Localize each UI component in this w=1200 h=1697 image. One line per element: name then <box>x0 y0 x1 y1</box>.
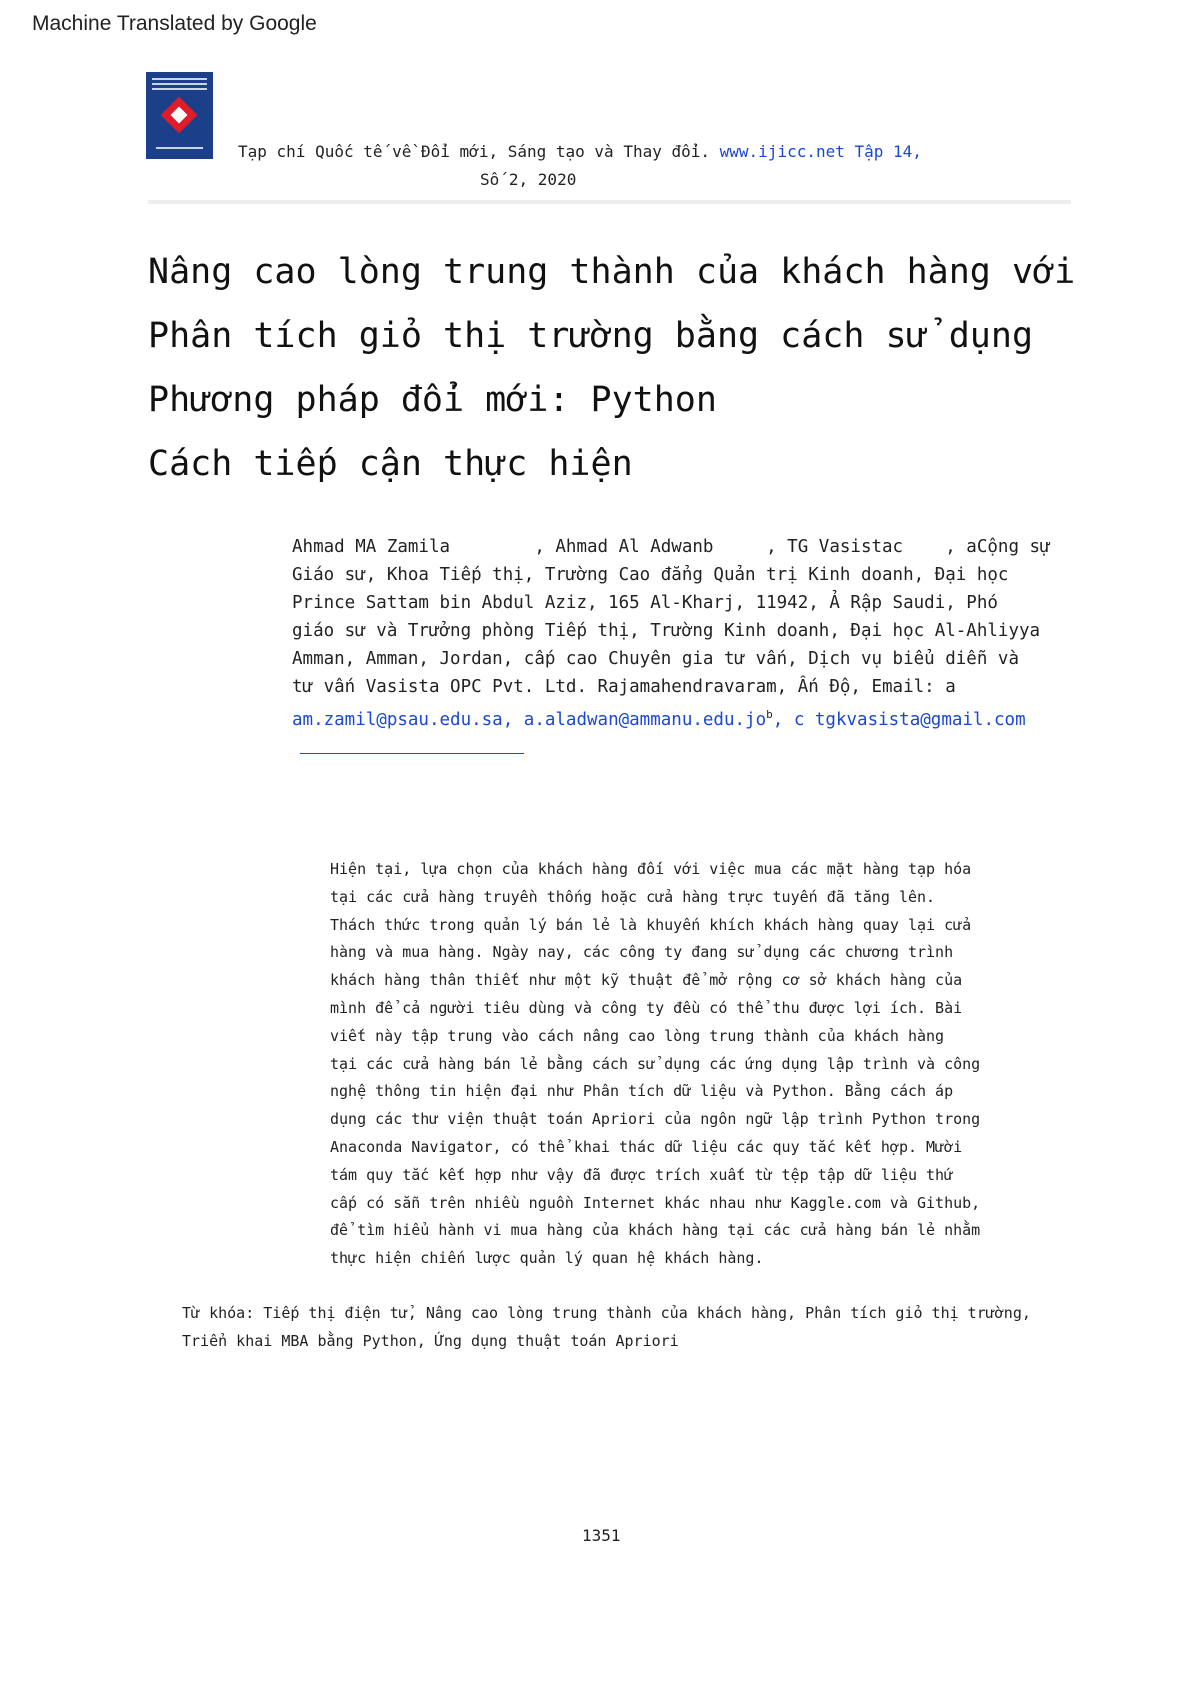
abstract-line: dụng các thư viện thuật toán Apriori của ngôn ngữ lập trình Python trong <box>330 1110 981 1129</box>
journal-citation <box>238 142 922 161</box>
abstract-line: để tìm hiểu hành vi mua hàng của khách hàng tại các cửa hàng bán lẻ nhằm <box>330 1221 981 1240</box>
affiliation-line: tư vấn Vasista OPC Pvt. Ltd. Rajamahendravaram, Ấn Độ, Email: a <box>292 677 956 697</box>
author-names: Ahmad MA Zamila , Ahmad Al Adwanb , TG Vasistac , aCộng sự <box>292 537 1051 557</box>
abstract <box>330 856 1060 1273</box>
email-superscript: b <box>766 708 773 721</box>
journal-cover-image <box>146 72 213 159</box>
abstract-line: mình để cả người tiêu dùng và công ty đều có thể thu được lợi ích. Bài <box>330 998 963 1017</box>
email-line <box>292 701 1082 729</box>
authors-affiliations <box>292 533 1082 729</box>
abstract-line: khách hàng thân thiết như một kỹ thuật để mở rộng cơ sở khách hàng của <box>330 971 963 990</box>
abstract-line: thực hiện chiến lược quản lý quan hệ khách hàng. <box>330 1249 764 1268</box>
keywords-line: Triển khai MBA bằng Python, Ứng dụng thuật toán Apriori <box>182 1331 679 1350</box>
abstract-line: Hiện tại, lựa chọn của khách hàng đối với việc mua các mặt hàng tạp hóa <box>330 860 972 878</box>
abstract-line: cấp có sẵn trên nhiều nguồn Internet khác nhau như Kaggle.com và Github, <box>330 1193 981 1212</box>
abstract-line: tại các cửa hàng truyền thống hoặc cửa hàng trực tuyến đã tăng lên. <box>330 887 936 906</box>
title-line: Phân tích giỏ thị trường bằng cách sử dụng <box>148 316 1034 356</box>
email-link[interactable]: am.zamil@psau.edu.sa, a.aladwan@ammanu.edu.jo <box>292 709 767 730</box>
abstract-line: tám quy tắc kết hợp như vậy đã được trích xuất từ tệp tập dữ liệu thứ <box>330 1165 954 1184</box>
title-line: Nâng cao lòng trung thành của khách hàng với <box>148 252 1076 292</box>
paper-title <box>148 240 1075 496</box>
header-divider <box>148 200 1071 204</box>
journal-link[interactable]: www.ijicc.net Tập 14, <box>719 142 922 161</box>
abstract-line: nghệ thông tin hiện đại như Phân tích dữ liệu và Python. Bằng cách áp <box>330 1082 954 1101</box>
abstract-line: Thách thức trong quản lý bán lẻ là khuyến khích khách hàng quay lại cửa <box>330 915 972 934</box>
abstract-line: viết này tập trung vào cách nâng cao lòng trung thành của khách hàng <box>330 1026 945 1045</box>
journal-issue: Số 2, 2020 <box>480 170 577 189</box>
affiliation-line: Giáo sư, Khoa Tiếp thị, Trường Cao đẳng Quản trị Kinh doanh, Đại học <box>292 565 1009 585</box>
title-line: Phương pháp đổi mới: Python <box>148 380 717 420</box>
affiliation-line: Prince Sattam bin Abdul Aziz, 165 Al-Kharj, 11942, Ả Rập Saudi, Phó <box>292 593 998 613</box>
affiliation-line: giáo sư và Trưởng phòng Tiếp thị, Trường Kinh doanh, Đại học Al-Ahliyya <box>292 621 1041 641</box>
keywords <box>182 1300 1062 1355</box>
email-underline <box>300 753 524 754</box>
page-number: 1351 <box>582 1526 621 1545</box>
affiliation-line: Amman, Amman, Jordan, cấp cao Chuyên gia tư vấn, Dịch vụ biểu diễn và <box>292 649 1019 669</box>
title-line: Cách tiếp cận thực hiện <box>148 444 633 484</box>
machine-translation-banner: Machine Translated by Google <box>32 12 317 35</box>
email-link[interactable]: , c tgkvasista@gmail.com <box>772 709 1026 730</box>
journal-name: Tạp chí Quốc tế về Đổi mới, Sáng tạo và Thay đổi. <box>238 142 720 161</box>
abstract-line: Anaconda Navigator, có thể khai thác dữ liệu các quy tắc kết hợp. Mười <box>330 1137 963 1156</box>
abstract-line: hàng và mua hàng. Ngày nay, các công ty đang sử dụng các chương trình <box>330 943 954 962</box>
abstract-line: tại các cửa hàng bán lẻ bằng cách sử dụng các ứng dụng lập trình và công <box>330 1054 981 1073</box>
keywords-line: Từ khóa: Tiếp thị điện tử, Nâng cao lòng trung thành của khách hàng, Phân tích giỏ thị trường, <box>182 1304 1031 1322</box>
